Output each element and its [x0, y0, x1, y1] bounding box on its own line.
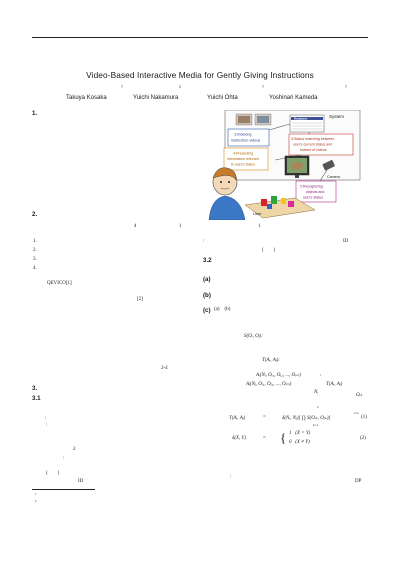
footnote-rule [32, 489, 95, 490]
status-matching-line-3: indices of videos [300, 148, 327, 152]
left-colon-3: : [63, 456, 65, 461]
equation-1-lhs: T(Aᵢ, Aⱼ) [229, 416, 246, 421]
system-figure [205, 110, 365, 220]
affil-mark-2: ‡ [179, 84, 181, 89]
equation-1-lower: k=1 [313, 423, 319, 427]
qevico-citation: QEVICO[1] [47, 281, 72, 286]
indexing-box-line-2: instruction videos [231, 138, 261, 143]
left-number-2: 2 [73, 447, 76, 452]
presenting-line-3: to user's status [231, 162, 256, 167]
object-blue [267, 204, 272, 209]
equation-1-equals: = [263, 415, 266, 420]
match-definition: T(Aᵢ, Aⱼ): [262, 358, 280, 363]
recognizing-line-1: 2:Recognizing [300, 184, 323, 189]
footnote-mark-2: ‡ [35, 499, 37, 503]
presenting-line-2: information relevant [227, 157, 259, 161]
equation-2-case-1: 1 (X = Y) [289, 431, 311, 436]
right-id-label: ID [343, 239, 349, 244]
item-a: (a) [203, 276, 211, 283]
equation-2-lhs: δ(X, Y) [232, 436, 246, 441]
similarity-definition: S(Oᵢ, Oⱼ): [244, 334, 263, 339]
equation-2-equals: = [263, 436, 266, 441]
section-1-heading: 1. [32, 110, 38, 117]
citation-2: [2] [137, 297, 143, 302]
right-colon-b: : [230, 474, 232, 479]
user-label: User [253, 211, 262, 216]
equation-2-brace: { [280, 430, 287, 445]
system-label: System [329, 114, 345, 119]
equation-1-upper: n [317, 405, 319, 409]
right-parenthesis: ( ) [262, 248, 276, 253]
action-j: Aⱼ(Nⱼ, Oⱼ₁, Oⱼ₂, ..., Oⱼₘ) [246, 382, 292, 387]
equation-1-number: (1) [361, 415, 367, 420]
object-red [261, 199, 267, 206]
top-rule [32, 37, 368, 38]
section-3-heading: 3. [32, 385, 38, 392]
indexing-box-line-1: 1:Indexing [234, 132, 252, 137]
footnote-mark-1: † [35, 492, 37, 496]
section-2-heading: 2. [32, 211, 38, 218]
paper-title: Video-Based Interactive Media for Gently Giving Instructions [86, 70, 314, 80]
equation-1-exponent: 1/n [354, 411, 359, 415]
affil-mark-4: † [345, 84, 347, 89]
match-score: T(Aᵢ, Aⱼ) [326, 382, 343, 387]
author-2: Yuichi Nakamura [133, 95, 179, 101]
right-comma: , [320, 372, 322, 377]
object-magenta [288, 201, 294, 207]
status-matching-line-2: user's current status and [293, 142, 333, 147]
equation-1-rhs: δ(Nᵢ, Nⱼ)[ ∏ S(Oᵢₖ, Oⱼₖ)] [282, 416, 331, 421]
equation-2-number: (2) [360, 436, 366, 441]
equation-2-case-2: 0 (X ≠ Y) [289, 440, 310, 445]
recognizing-line-3: user's status [303, 195, 324, 200]
list-item-2: 2. [33, 248, 37, 253]
camera-label: Camera [327, 175, 340, 179]
item-c: (c) [203, 307, 211, 314]
right-number-1: 1 [258, 224, 261, 229]
author-4: Yoshinari Kameda [269, 95, 318, 101]
recognizing-line-2: objects and [306, 190, 325, 194]
item-b: (b) [203, 292, 211, 299]
list-item-3: 3. [33, 257, 37, 262]
item-c-text: (a) (b) [214, 307, 231, 312]
status-matching-line-1: 3:Status matching between [291, 137, 335, 141]
left-colon-1: : [45, 416, 47, 421]
list-item-1: 1. [33, 239, 37, 244]
left-id-label: ID [78, 479, 84, 484]
right-colon-a: : [203, 239, 205, 244]
section-2-number-4: 4 [134, 224, 137, 229]
left-parenthesis: ( ) [46, 471, 60, 476]
o-ik: Oᵢₖ [356, 393, 363, 398]
affil-mark-3: † [262, 84, 264, 89]
author-3: Yuichi Ohta [207, 95, 238, 101]
database-label: Database [294, 116, 308, 121]
object-green [271, 196, 277, 204]
presenting-line-1: 4:Presenting [233, 151, 254, 156]
object-yellow [281, 198, 286, 204]
n-i: Nᵢ [314, 390, 319, 395]
dp-label: DP [355, 479, 362, 484]
list-item-4: 4. [33, 266, 37, 271]
range-2-4: 2-4 [161, 366, 168, 371]
section-3-1-heading: 3.1 [32, 395, 41, 402]
left-colon-2: : [46, 423, 48, 428]
author-1: Takuya Kosaka [66, 95, 107, 101]
section-2-number-1: 1 [179, 224, 182, 229]
action-i: Aᵢ(Nᵢ, Oᵢ₁, Oᵢ₂, ..., Oᵢₘ) [256, 373, 301, 378]
affil-mark-1: † [121, 84, 123, 89]
section-3-2-heading: 3.2 [203, 257, 212, 264]
